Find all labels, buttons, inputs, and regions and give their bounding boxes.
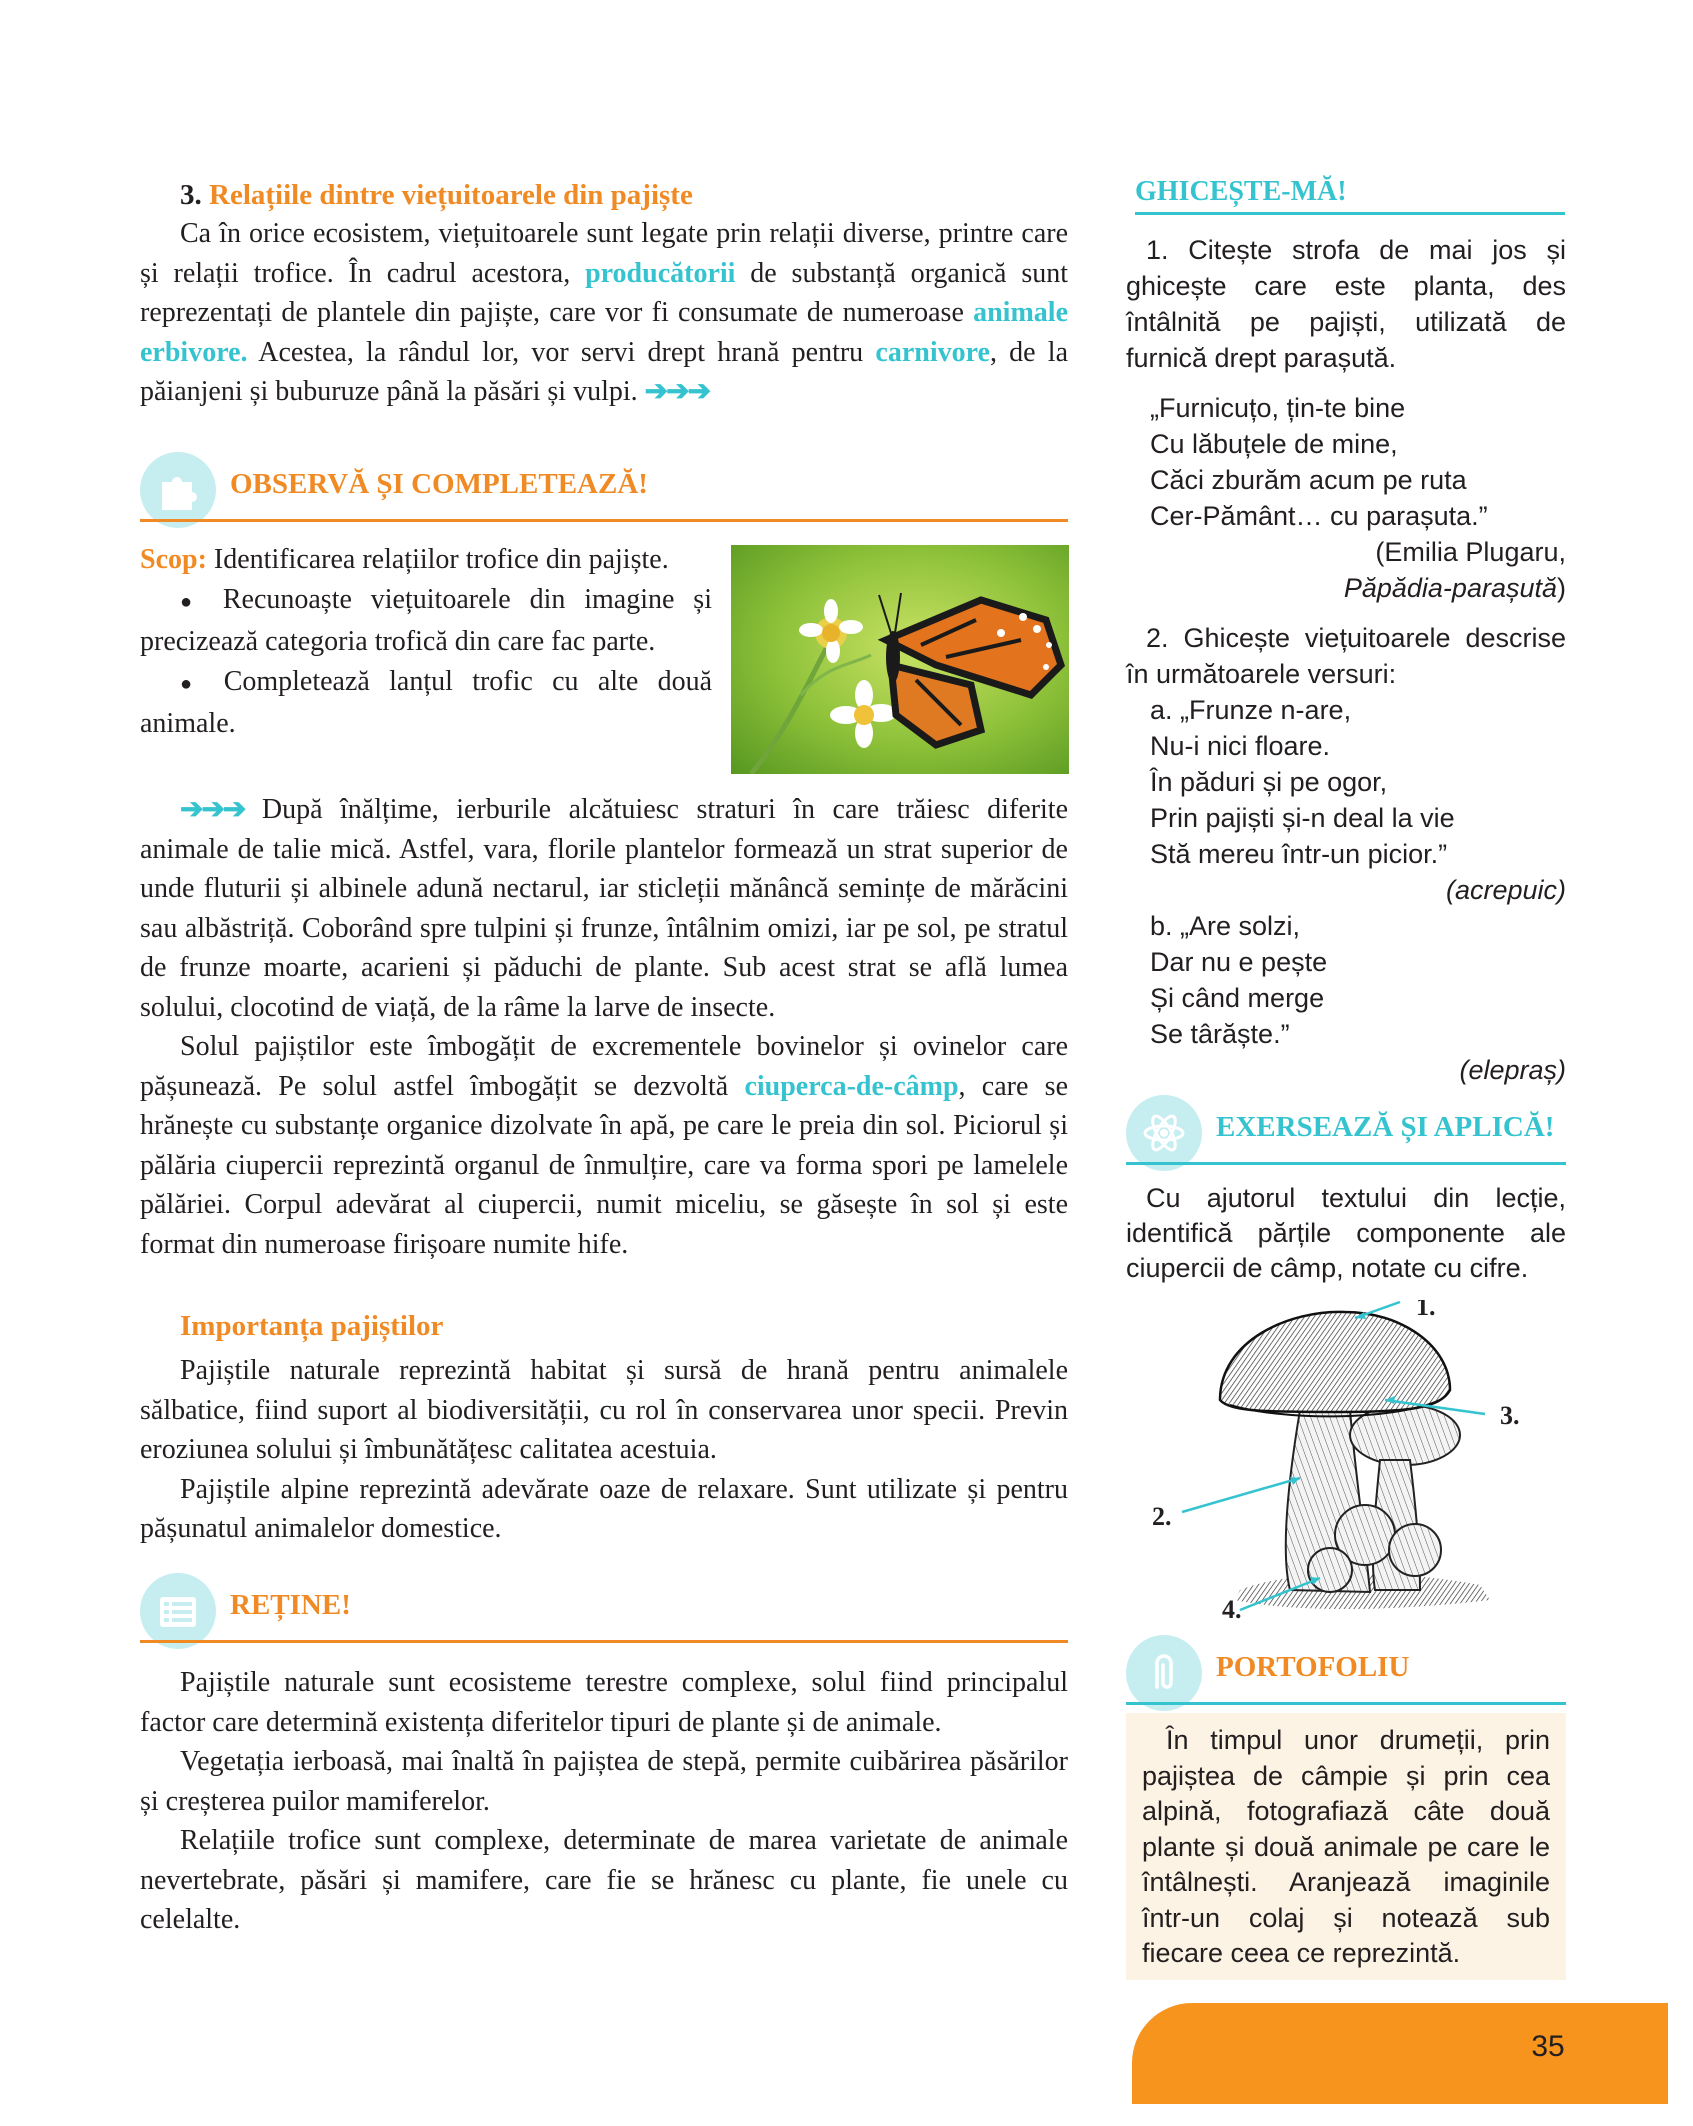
observa-body [140,540,712,744]
importanta-section [140,1307,1068,1549]
importanta-paragraph-2: Pajiștile alpine reprezintă adevărate oaze de relaxare. Sunt utilizate și pentru pășunatul animalelor domestice. [140,1473,1068,1544]
ghiceste-question-2: 2. Ghicește viețuitoarele descrise în următoarele versuri: [1126,623,1566,689]
section-3-paragraph: Ca în orice ecosistem, viețuitoarele sunt legate prin relații diverse, printre care și relații trofice. În cadrul acestora, producătorii de substanță organică sunt reprezentați de plantele din pajiște, care vor fi consumate de numeroase animale erbivore. Acestea, la rândul lor, vor servi drept hrană pentru carnivore, de la păianjeni și buburuze până la păsări și vulpi. ➔➔➔ [140,218,1068,407]
portofoliu-header [1126,1635,1566,1705]
mushroom-label-4: 4. [1222,1595,1242,1624]
observa-task-2: Completează lanțul trofic cu alte două animale. [140,665,712,739]
section-title-text: Relațiile dintre viețuitoarele din pajiște [209,179,693,211]
ghiceste-divider [1135,212,1565,215]
section-3-title [180,176,1068,214]
mushroom-label-3: 3. [1500,1401,1520,1430]
scop-text: Identificarea relațiilor trofice din pajiște. [206,544,669,575]
exerseaza-title: EXERSEAZĂ ȘI APLICĂ! [1216,1111,1555,1143]
retine-paragraph-3: Relațiile trofice sunt complexe, determinate de marea varietate de animale nevertebrate, păsări și mamifere, care fie se hrănesc cu plante, fie unele cu celelalte. [140,1825,1068,1935]
retine-header [140,1573,1068,1643]
mushroom-label-2: 2. [1152,1502,1172,1531]
retine-divider [140,1640,1068,1643]
observa-task-1: Recunoaște viețuitoarele din imagine și precizează categoria trofică din care fac parte. [140,583,712,657]
bullet-icon: ● [180,590,204,613]
observa-divider [140,519,1068,522]
butterfly-photo [731,545,1069,774]
answer-b: (elepraș) [1459,1055,1566,1085]
atom-icon [1126,1095,1202,1171]
section-number: 3. [180,179,202,211]
portofoliu-title: PORTOFOLIU [1216,1651,1410,1683]
answer-a: (acrepuic) [1445,875,1566,905]
list-icon [140,1573,216,1649]
term-ciuperca: ciuperca-de-câmp [744,1070,959,1102]
ghiceste-title: GHICEȘTE-MĂ! [1135,176,1347,207]
term-carnivore: carnivore [875,336,990,368]
continue-arrows-icon: ➔➔➔ [644,376,710,407]
exerseaza-header [1126,1095,1566,1165]
retine-body [140,1663,1068,1940]
bullet-icon: ● [180,672,205,695]
exerseaza-divider [1126,1162,1566,1165]
portofoliu-divider [1126,1702,1566,1705]
ghiceste-body: 1. Citește strofa de mai jos și ghicește care este planta, des întâlnită pe pajiști, utilizată de furnică drept parașută. „Furnicuțo, țin-te bine Cu lăbuțele de mine, Căci zburăm acum pe ruta Cer-Pământ… cu parașuta.” (Emilia Plugaru, Păpădia-parașută) 2. Ghicește viețuitoarele descrise în următoarele versuri: a. „Frunze n-are, Nu-i nici floare. În păduri și pe ogor, Prin pajiști și-n deal la vie Stă mereu într-un picior.” (acrepuic) b. „Are solzi, Dar nu e pește Și când merge Se târăște.” (elepraș) [1126,232,1566,1088]
term-producatori: producătorii [585,257,736,289]
ghiceste-question-1: 1. Citește strofa de mai jos și ghicește care este planta, des întâlnită pe pajiști, utilizată de furnică drept parașută. [1126,235,1566,373]
observa-title: OBSERVĂ ȘI COMPLETEAZĂ! [230,468,648,500]
poem-work: Păpădia-parașută [1343,573,1557,603]
portofoliu-text: În timpul unor drumeții, prin pajiștea de câmpie și prin cea alpină, fotografiază câte două plante și două animale pe care le întâlnești. Aranjează imaginile într-un colaj și notează sub fiecare ceea ce reprezintă. [1142,1725,1550,1968]
retine-paragraph-1: Pajiștile naturale sunt ecosisteme terestre complexe, solul fiind principalul factor care determină existența diferitelor tipuri de plante și de animale. [140,1667,1068,1738]
poem-author: (Emilia Plugaru, [1375,537,1566,567]
retine-title: REȚINE! [230,1589,351,1621]
observa-header [140,452,1068,522]
exerseaza-body [1126,1181,1566,1286]
exerseaza-text: Cu ajutorul textului din lecție, identifică părțile componente ale ciupercii de câmp, notate cu cifre. [1126,1183,1566,1283]
page-number: 35 [1531,2030,1565,2063]
retine-paragraph-2: Vegetația ierboasă, mai înaltă în pajiștea de stepă, permite cuibărirea păsărilor și creșterea puilor mamiferelor. [140,1746,1068,1817]
continue-arrows-icon: ➔➔➔ [180,794,245,825]
portofoliu-box [1126,1713,1566,1980]
ghiceste-header [1135,176,1565,216]
puzzle-icon [140,452,216,528]
poem-b: b. „Are solzi, Dar nu e pește Și când merge Se târăște.” [1150,911,1328,1049]
mushroom-label-1: 1. [1416,1300,1436,1321]
paperclip-icon [1126,1635,1202,1711]
layers-paragraph: După înălțime, ierburile alcătuiesc straturi în care trăiesc diferite animale de talie mică. Astfel, vara, florile plantelor formează un strat superior de unde fluturii și albinele adună nectarul, iar sticleții mănâncă semințe de mărăcini sau albăstriță. Coborând spre tulpini și frunze, întâlnim omizi, iar pe sol, pe stratul de frunze moarte, acarieni și păduchi de plante. Sub acest strat se află lumea solului, clocotind de viață, de la râme la larve de insecte. [140,794,1068,1023]
poem-papadia: „Furnicuțo, țin-te bine Cu lăbuțele de mine, Căci zburăm acum pe ruta Cer-Pământ… cu parașuta.” [1150,393,1488,531]
mushroom-illustration [1140,1300,1570,1630]
poem-a: a. „Frunze n-are, Nu-i nici floare. În păduri și pe ogor, Prin pajiști și-n deal la vie Stă mereu într-un picior.” [1150,695,1455,869]
layers-text: ➔➔➔ După înălțime, ierburile alcătuiesc straturi în care trăiesc diferite animale de talie mică. Astfel, vara, florile plantelor formează un strat superior de unde fluturii și albinele adună nectarul, iar sticleții mănâncă semințe de mărăcini sau albăstriță. Coborând spre tulpini și frunze, întâlnim omizi, iar pe sol, pe stratul de frunze moarte, acarieni și păduchi de plante. Sub acest strat se află lumea solului, clocotind de viață, de la râme la larve de insecte. Solul pajiștilor este îmbogățit de excrementele bovinelor și ovinelor care pășunează. Pe solul astfel îmbogățit se dezvoltă ciuperca-de-câmp, care se hrănește cu substanțe organice dizolvate în apă, pe care le preia din sol. Piciorul și pălăria ciupercii reprezintă organul de înmulțire, care va forma spori pe lamelele pălăriei. Corpul adevărat al ciupercii, numit miceliu, se găsește în sol și este format din numeroase firișoare numite hife. [140,794,1068,1260]
importanta-title: Importanța pajiștilor [180,1310,444,1342]
term-erbivore: animale erbivore. [140,297,1068,368]
section-3 [140,176,1068,412]
importanta-paragraph-1: Pajiștile naturale reprezintă habitat și sursă de hrană pentru animalele sălbatice, fiind suport al biodiversității, cu rol în conservarea unor specii. Previn eroziunea solului și îmbunătățesc calitatea acestuia. [140,1355,1068,1465]
scop-label: Scop: [140,544,207,575]
